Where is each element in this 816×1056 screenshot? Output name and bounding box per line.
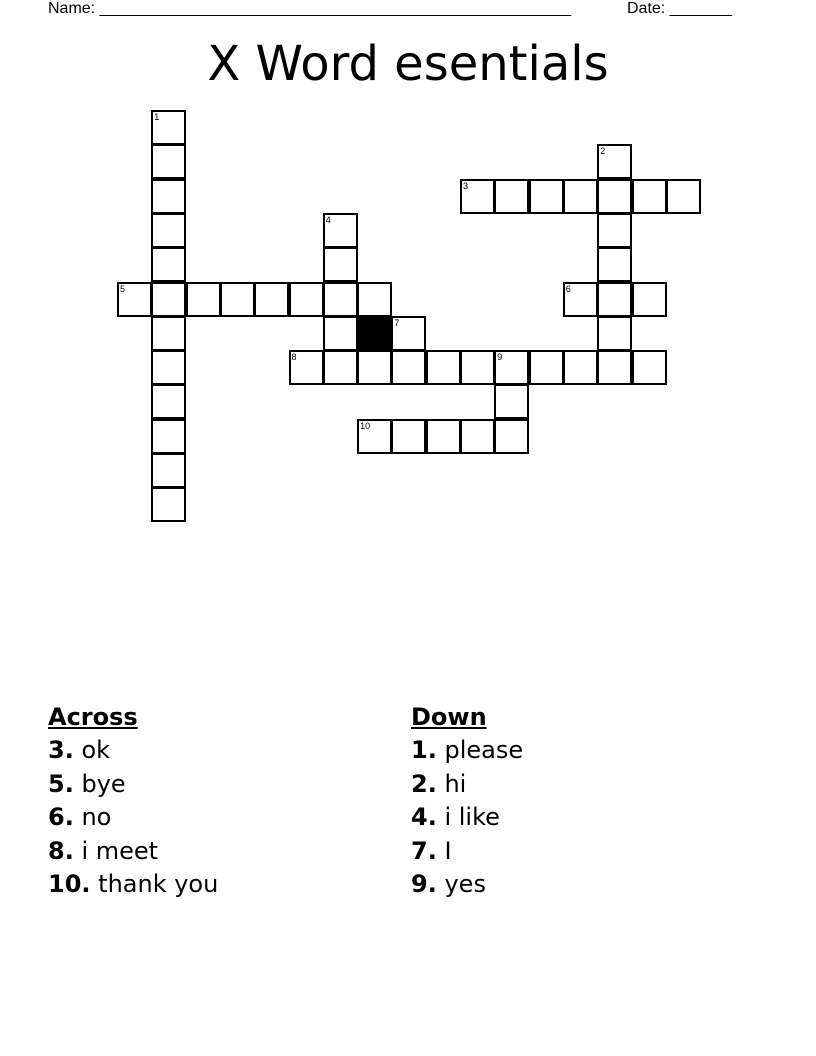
down-clue	[411, 734, 523, 768]
crossword-cell[interactable]	[494, 350, 529, 385]
crossword-cell[interactable]	[323, 350, 358, 385]
clue-number: 6.	[48, 803, 74, 831]
crossword-cell[interactable]	[357, 282, 392, 317]
down-heading: Down	[411, 703, 487, 731]
clue-text: please	[444, 736, 524, 764]
page-title: X Word esentials	[207, 36, 609, 92]
cell-number: 8	[291, 352, 297, 363]
clue-number: 8.	[48, 836, 74, 865]
crossword-cell[interactable]	[632, 350, 667, 385]
crossword-cell[interactable]	[426, 419, 461, 454]
name-field[interactable]: Name: _____________________________________________________	[48, 0, 572, 17]
clue-text: thank you	[98, 870, 219, 898]
across-clue	[48, 868, 218, 902]
crossword-cell[interactable]	[597, 179, 632, 214]
crossword-cell[interactable]	[151, 384, 186, 419]
crossword-cell[interactable]	[186, 282, 221, 317]
crossword-cell[interactable]	[563, 282, 598, 317]
across-clue	[48, 801, 218, 835]
across-clue	[48, 835, 218, 869]
crossword-cell[interactable]	[391, 350, 426, 385]
crossword-cell[interactable]	[289, 350, 324, 385]
clue-number: 4.	[411, 803, 437, 831]
clue-number: 7.	[411, 836, 437, 865]
crossword-cell[interactable]	[289, 282, 324, 317]
clue-number: 9.	[411, 870, 437, 898]
crossword-cell[interactable]	[254, 282, 289, 317]
clue-text: no	[81, 803, 112, 831]
clue-text: i meet	[81, 836, 159, 865]
clue-text: I	[444, 836, 452, 865]
down-clue	[411, 768, 523, 802]
down-clue	[411, 835, 523, 869]
clue-text: bye	[81, 769, 126, 798]
crossword-cell[interactable]	[151, 110, 186, 145]
crossword-cell[interactable]	[460, 350, 495, 385]
crossword-cell[interactable]	[151, 316, 186, 351]
clue-text: ok	[81, 736, 111, 764]
crossword-cell[interactable]	[494, 419, 529, 454]
crossword-cell[interactable]	[151, 350, 186, 385]
clue-number: 5.	[48, 769, 74, 798]
crossword-cell[interactable]	[597, 282, 632, 317]
cell-number: 1	[154, 112, 160, 122]
crossword-cell[interactable]	[563, 179, 598, 214]
crossword-cell[interactable]	[391, 419, 426, 454]
across-clue	[48, 768, 218, 802]
clue-number: 1.	[411, 736, 437, 764]
crossword-cell[interactable]	[529, 350, 564, 385]
crossword-cell[interactable]	[597, 350, 632, 385]
clue-number: 2.	[411, 769, 437, 798]
crossword-cell[interactable]	[323, 282, 358, 317]
crossword-cell[interactable]	[426, 350, 461, 385]
crossword-cell[interactable]	[391, 316, 426, 351]
crossword-cell[interactable]	[632, 282, 667, 317]
cell-number: 2	[600, 146, 606, 157]
crossword-cell[interactable]	[666, 179, 701, 214]
down-clue	[411, 801, 523, 835]
crossword-cell[interactable]	[151, 247, 186, 282]
crossword-cell[interactable]	[597, 144, 632, 179]
crossword-cell[interactable]	[151, 453, 186, 488]
clue-number: 3.	[48, 736, 74, 764]
crossword-cell[interactable]	[151, 419, 186, 454]
crossword-cell[interactable]	[563, 350, 598, 385]
crossword-cell[interactable]	[151, 487, 186, 522]
crossword-cell[interactable]	[220, 282, 255, 317]
cell-number: 10	[360, 420, 371, 431]
down-clue	[411, 868, 523, 902]
crossword-black-cell	[357, 316, 392, 351]
crossword-cell[interactable]	[151, 179, 186, 214]
crossword-cell[interactable]	[357, 419, 392, 454]
crossword-cell[interactable]	[357, 350, 392, 385]
crossword-cell[interactable]	[632, 179, 667, 214]
crossword-cell[interactable]	[597, 316, 632, 351]
cell-number: 5	[120, 283, 126, 294]
cell-number: 3	[463, 180, 469, 191]
clue-text: yes	[444, 870, 486, 898]
clue-text: i like	[444, 803, 500, 831]
across-heading: Across	[48, 703, 138, 731]
crossword-cell[interactable]	[597, 247, 632, 282]
crossword-cell[interactable]	[494, 179, 529, 214]
crossword-cell[interactable]	[323, 213, 358, 248]
crossword-cell[interactable]	[151, 282, 186, 317]
down-clues	[411, 700, 523, 902]
crossword-cell[interactable]	[323, 247, 358, 282]
crossword-cell[interactable]	[460, 179, 495, 214]
crossword-cell[interactable]	[460, 419, 495, 454]
cell-number: 4	[325, 214, 331, 225]
across-clues	[48, 700, 218, 902]
clue-text: hi	[444, 769, 467, 798]
crossword-cell[interactable]	[529, 179, 564, 214]
date-field[interactable]: Date: _______	[627, 0, 732, 17]
cell-number: 7	[394, 317, 400, 328]
crossword-cell[interactable]	[151, 144, 186, 179]
crossword-cell[interactable]	[323, 316, 358, 351]
crossword-cell[interactable]	[151, 213, 186, 248]
crossword-cell[interactable]	[494, 384, 529, 419]
across-clue	[48, 734, 218, 768]
crossword-cell[interactable]	[597, 213, 632, 248]
clue-number: 10.	[48, 870, 91, 898]
cell-number: 6	[565, 283, 571, 294]
cell-number: 9	[497, 352, 503, 363]
crossword-cell[interactable]	[117, 282, 152, 317]
